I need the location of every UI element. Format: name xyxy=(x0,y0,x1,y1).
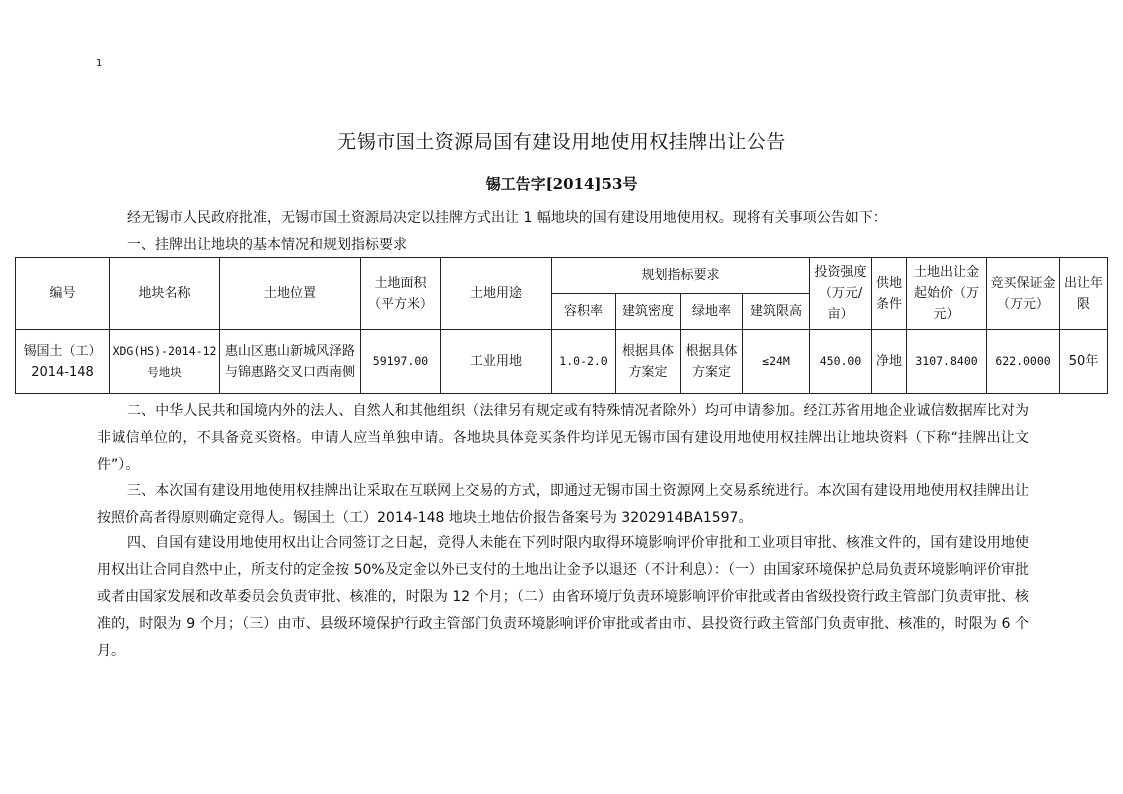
header-code: 编号 xyxy=(16,258,110,330)
header-supply: 供地条件 xyxy=(872,258,907,330)
section-4-paragraph: 四、自国有建设用地使用权出让合同签订之日起，竞得人未能在下列时限内取得环境影响评价审批和工业项目审批、核准文件的，国有建设用地使用权出让合同自然中止，所支付的定金按 50%及定金以外已支付的土地出让金予以退还（不计利息）：（一）由国家环境保护总局负责环境影响评价审批或者由国家发展和改革委员会负责审批、核准的，时限为 12 个月；（二）由省环境厅负责环境影响评价审批或者由省级投资行政主管部门负责审批、核准的，时限为 9 个月；（三）由市、县级环境保护行政主管部门负责环境影响评价审批或者由市、县投资行政主管部门负责审批、核准的，时限为 6 个月。 xyxy=(97,535,1029,659)
section-2-paragraph: 二、中华人民共和国境内外的法人、自然人和其他组织（法律另有规定或有特殊情况者除外）均可申请参加。经江苏省用地企业诚信数据库比对为非诚信单位的，不具备竞买资格。申请人应当单独申请。各地块具体竞买条件均详见无锡市国有建设用地使用权挂牌出让地块资料（下称“挂牌出让文件”）。 xyxy=(97,403,1029,473)
header-area: 土地面积（平方米） xyxy=(361,258,441,330)
table-row xyxy=(16,330,1108,394)
cell-start-price: 3107.8400 xyxy=(907,330,987,394)
cell-deposit: 622.0000 xyxy=(987,330,1060,394)
header-invest: 投资强度（万元/亩） xyxy=(810,258,872,330)
header-height: 建筑限高 xyxy=(743,294,810,330)
header-green: 绿地率 xyxy=(681,294,743,330)
cell-term: 50年 xyxy=(1060,330,1108,394)
intro-paragraph: 经无锡市人民政府批准，无锡市国土资源局决定以挂牌方式出让 1 幅地块的国有建设用地使用权。现将有关事项公告如下： xyxy=(127,210,887,226)
page-number: 1 xyxy=(96,58,103,69)
cell-plot-ratio: 1.0-2.0 xyxy=(552,330,616,394)
header-term: 出让年限 xyxy=(1060,258,1108,330)
section-3-paragraph: 三、本次国有建设用地使用权挂牌出让采取在互联网上交易的方式，即通过无锡市国土资源网上交易系统进行。本次国有建设用地使用权挂牌出让按照价高者得原则确定竞得人。锡国土（工）2014-148 地块土地估价报告备案号为 3202914BA1597。 xyxy=(97,483,1029,526)
header-density: 建筑密度 xyxy=(616,294,681,330)
cell-supply: 净地 xyxy=(872,330,907,394)
document-number: 锡工告字[2014]53号 xyxy=(485,175,638,193)
cell-area: 59197.00 xyxy=(361,330,441,394)
header-name: 地块名称 xyxy=(110,258,220,330)
cell-density: 根据具体方案定 xyxy=(616,330,681,394)
cell-code: 锡国土（工）2014-148 xyxy=(16,330,110,394)
land-parcel-table xyxy=(15,257,1108,394)
header-use: 土地用途 xyxy=(441,258,552,330)
header-deposit: 竞买保证金（万元） xyxy=(987,258,1060,330)
section-1-heading: 一、挂牌出让地块的基本情况和规划指标要求 xyxy=(127,237,407,253)
header-planning: 规划指标要求 xyxy=(552,258,810,294)
cell-invest: 450.00 xyxy=(810,330,872,394)
cell-use: 工业用地 xyxy=(441,330,552,394)
header-location: 土地位置 xyxy=(220,258,361,330)
cell-name: XDG(HS)-2014-12号地块 xyxy=(110,330,220,394)
page-title: 无锡市国土资源局国有建设用地使用权挂牌出让公告 xyxy=(337,131,786,153)
cell-height: ≤24M xyxy=(743,330,810,394)
cell-green: 根据具体方案定 xyxy=(681,330,743,394)
header-start-price: 土地出让金起始价（万元） xyxy=(907,258,987,330)
header-plot-ratio: 容积率 xyxy=(552,294,616,330)
cell-location: 惠山区惠山新城风泽路与锦惠路交叉口西南侧 xyxy=(220,330,361,394)
